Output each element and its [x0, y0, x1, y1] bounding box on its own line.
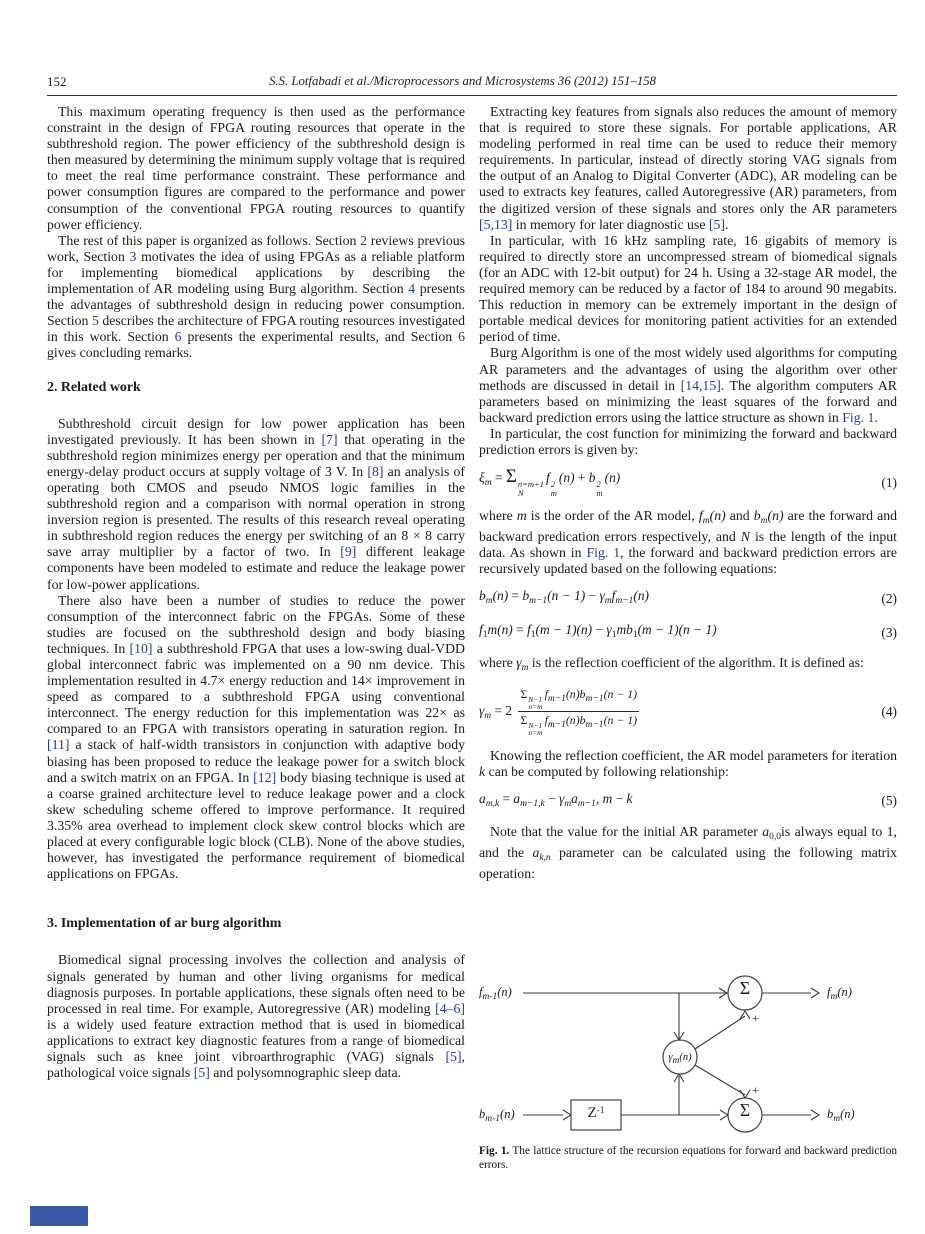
equation-body [479, 621, 873, 644]
text-run: m [484, 710, 492, 721]
text-run: b [479, 1107, 486, 1121]
equation-body [479, 790, 873, 813]
text-run: body biasing technique is used at a coarse grained architecture level to reduce leakage power and a clock skew scheduling scheme offered to improve performance. It required 3.35% area overhead to implement clock skew control blocks which are placed at every configurable logic block (CLB). None of the above studies, however, has investigated the performance requirement of biomedical applications on FPGAs. [47, 769, 465, 882]
text-run: presents the advantages of subthreshold design in reducing power consumption. Section [47, 281, 465, 329]
text-run: m [521, 663, 529, 674]
text-run: f [546, 470, 550, 486]
text-run: m(n) [487, 622, 513, 638]
text-run: 1 [482, 630, 488, 641]
text-run: − [592, 622, 607, 638]
figure-label-f-input [479, 985, 512, 1004]
text-run: (n − 1) [547, 588, 586, 604]
sum-node-top: Σ [739, 978, 751, 998]
text-run: γ [599, 588, 605, 604]
equation-5 [479, 790, 897, 813]
text-run: Extracting key features from signals also reduces the amount of memory that is required to store these signals. For portable applications, AR modeling performed in real time can be used to reduce their memory requirements. In particular, instead of directly storing VAG signals from the output of an Analog to Digital Converter (ADC), AR modeling can be used to extracts key features, called Autoregressive (AR) parameters, from the digitized version of these signals and stores only the AR parameters [479, 104, 897, 216]
text-run: m−1 [547, 693, 566, 704]
text-run: reviews previous work, Section [47, 232, 465, 264]
left-column [47, 104, 465, 1081]
text-run: Σ [520, 686, 528, 701]
equation-number: (2) [881, 590, 897, 606]
citation-link[interactable]: Fig. 1 [842, 409, 875, 425]
equation-body [479, 468, 873, 497]
text-run: Subthreshold circuit design for low power application has been investigated previously. It has been shown in [47, 415, 465, 447]
text-run: There also have been a number of studies to reduce the power consumption of the interconnect fabric on the FPGAs. Some of these studies are focused on the subthreshold design and body biasing techniques. In [47, 592, 465, 656]
text-run: f [479, 985, 483, 999]
section-heading-related-work: 2. Related work [47, 379, 141, 395]
text-run: m−1 [547, 719, 566, 730]
text-run: f [611, 588, 616, 604]
figure-caption [479, 1145, 897, 1172]
text-run: γ [668, 1052, 673, 1063]
text-run: a [762, 823, 770, 839]
figure-label-f-output [827, 985, 852, 1004]
paragraph [47, 952, 465, 1081]
text-run: − [585, 588, 600, 604]
paragraph [47, 593, 465, 883]
text-run: 1 [632, 630, 638, 641]
text-run: b [522, 588, 530, 604]
text-run: m−1 [615, 596, 634, 607]
text-run: motivates the idea of using FPGAs as a reliable platform for implementing biomedical applications by describing the implementation of AR modeling using Burg algorithm. Section [47, 248, 465, 297]
citation-link[interactable]: [8] [367, 463, 384, 479]
text-run: b [588, 470, 596, 486]
equation-number: (1) [881, 474, 897, 490]
text-run: = [512, 622, 528, 638]
text-run: m−1,k [520, 798, 545, 809]
citation-link[interactable]: [10] [129, 640, 153, 656]
text-run: m−1 [585, 719, 604, 730]
text-run: a stack of half-width transistors in conjunction with adaptive body biasing has been proposed to reduce the leakage power for a switch block and a switch matrix on an FPGA. In [47, 737, 465, 785]
paragraph [479, 104, 897, 233]
text-run: N [740, 529, 750, 545]
text-run: k [626, 790, 633, 806]
text-run: (m − 1)(n) [535, 622, 593, 638]
equation-number: (3) [881, 624, 897, 640]
text-run: a [513, 790, 521, 806]
text-run: b [827, 1107, 834, 1121]
equation-4 [479, 687, 897, 737]
text-run: m,k [485, 798, 500, 809]
citation-link[interactable]: [9] [340, 544, 357, 560]
text-run: -1 [596, 1106, 605, 1116]
text-run: − [544, 790, 559, 806]
fraction [518, 687, 639, 737]
citation-link[interactable]: [5] [193, 1065, 210, 1081]
text-run: (n) [837, 985, 852, 999]
sum-node-bottom: Σ [739, 1100, 751, 1120]
text-run: k,n [539, 852, 551, 863]
text-run: Fig. 1. [479, 1145, 510, 1157]
citation-link[interactable]: [5,13] [479, 216, 513, 232]
text-run: , the forward and backward prediction errors are recursively updated based on the following equations: [479, 545, 897, 577]
text-run: and [725, 508, 754, 524]
citation-link[interactable]: 3 [129, 248, 137, 264]
text-run: m [485, 596, 493, 607]
text-run: = [499, 790, 514, 806]
plus-sign-top: + [752, 1011, 759, 1025]
text-run: γ [606, 622, 612, 638]
text-run: gives concluding remarks. [47, 345, 193, 361]
script-stack: N−1 n=m [528, 694, 543, 712]
text-run: (n − 1) [603, 712, 638, 727]
text-run: Biomedical signal processing involves the collection and analysis of signals generated by human and other living organisms for medical diagnosis purposes. In portable applications, these signals often need to be processed in real time. For example, Autoregressive (AR) modeling [47, 952, 465, 1016]
header-rule [47, 95, 897, 96]
text-run: presents the experimental results, and Section [181, 329, 459, 345]
paragraph [47, 104, 465, 233]
text-run: − [612, 790, 627, 806]
text-run: (n) [500, 1107, 515, 1121]
text-run: The lattice structure of the recursion equations for forward and backward prediction errors. [479, 1145, 897, 1171]
text-run: m [484, 478, 492, 489]
text-run: Σ [505, 466, 517, 488]
text-run: , [595, 790, 603, 806]
paragraph [479, 233, 897, 346]
text-run: γ [479, 702, 485, 718]
text-run: γ [558, 790, 565, 806]
text-run: + [574, 470, 589, 486]
text-run: The rest of this paper is organized as follows. Section [58, 232, 361, 248]
text-run: m [830, 992, 838, 1002]
text-run: m [760, 516, 768, 527]
citation-link[interactable]: 4 [408, 281, 416, 297]
text-run: m [604, 596, 612, 607]
text-run: in memory for later diagnostic use [512, 216, 709, 232]
text-run: mb [616, 622, 633, 638]
text-run: 1 [530, 630, 536, 641]
delay-block-label [571, 1104, 621, 1120]
text-run: b [479, 588, 486, 604]
text-run: (n) [767, 508, 784, 524]
text-run: m−1 [585, 693, 604, 704]
text-run: are the forward and backward predication errors respectively, and [479, 508, 897, 545]
text-run: Σ [520, 712, 528, 727]
text-run: describes the architecture of FPGA routing resources investigated in this work. Section [47, 313, 465, 345]
figure-label-b-input [479, 1107, 515, 1126]
text-run: (n) [709, 508, 726, 524]
text-run: Z [587, 1105, 597, 1121]
text-run: a [532, 844, 540, 860]
text-run: (n) [492, 588, 509, 604]
text-run: m [702, 516, 710, 527]
text-run: m-1 [482, 992, 498, 1002]
text-run: m [672, 1056, 680, 1066]
paragraph [47, 416, 465, 593]
text-run: a subthreshold FPGA that uses a low-swing dual-VDD global interconnect fabric was implemented on a 90 nm device. This implementation resulted in 4.7× energy reduction and 14× improvement in speed as compared to a subthreshold FPGA using conventional interconnect. The energy reduction for this implementation was 22× as compared to an FPGA with transistors operating in saturation region. In [47, 640, 465, 737]
text-run: . The algorithm computers AR parameters based on minimizing the least squares of the forward and backward prediction errors using the lattice structure as shown in [479, 377, 897, 425]
paragraph [47, 233, 465, 362]
text-run: ξ [479, 470, 485, 486]
text-run: 0,0 [769, 831, 782, 842]
script-stack: n=m+1 N [517, 479, 545, 498]
text-run: γ [516, 655, 522, 671]
text-run: (n) [679, 1052, 692, 1063]
figure-1 [479, 973, 897, 1172]
text-run: (n)b [565, 712, 586, 727]
citation-link[interactable]: [5] [445, 1048, 462, 1064]
text-run: can be computed by following relationship: [485, 763, 729, 779]
text-run: and polysomnographic sleep data. [209, 1065, 402, 1081]
text-run: m−1 [577, 798, 596, 809]
text-run: where [479, 508, 517, 524]
citation-link[interactable]: [14,15] [680, 377, 721, 393]
lattice-diagram [479, 973, 897, 1133]
figure-label-b-output [827, 1107, 855, 1126]
text-run: f [827, 985, 831, 999]
text-run: In particular, with 16 kHz sampling rate, 16 gigabits of memory is required to directly store an uncompressed stream of biomedical signals (for an ADC with 12-bit output) for 24 h. Using a 32-stage AR model, the required memory can be reduced by a factor of 184 to around 90 megabits. This reduction in memory can be extremely important in the design of portable medical devices for monitoring patient activities for an extended period of time. [479, 232, 897, 345]
section-heading-implementation: 3. Implementation of ar burg algorithm [47, 916, 282, 932]
text-run: an analysis of operating both CMOS and pseudo NMOS logic families in the subthreshold region and a comparison with normal operation in strong inversion region is presented. The results of this research reveal operating in subthreshold region reduces the energy per switching of an 8 × 8 carry save array multiplier by a factor of two. In [47, 463, 465, 560]
text-run: (n − 1) [603, 686, 638, 701]
equation-body [479, 587, 873, 610]
text-run: (n) [633, 588, 650, 604]
text-run: = [508, 588, 523, 604]
text-run: m [602, 790, 613, 806]
citation-link[interactable]: [12] [253, 769, 277, 785]
text-run: (m − 1)(n − 1) [637, 622, 717, 638]
text-run: f [527, 622, 531, 638]
text-run: f [698, 508, 703, 524]
text-run: (n) [558, 470, 575, 486]
text-run: is the length of the input data. As shown in [479, 529, 898, 561]
citation-link[interactable]: 6 [458, 329, 465, 345]
text-run: (n) [604, 470, 621, 486]
paragraph [479, 748, 897, 780]
citation-link[interactable]: [11] [47, 737, 70, 753]
text-run: k [479, 763, 486, 779]
page-accent-bar [30, 1206, 88, 1226]
equation-1 [479, 468, 897, 497]
text-run: = [491, 470, 506, 486]
paragraph [479, 508, 897, 577]
text-run: . [725, 216, 729, 232]
paragraph [479, 824, 897, 882]
running-head: S.S. Lotfabadi et al./Microprocessors and Microsystems 36 (2012) 151–158 [268, 74, 657, 88]
text-run: Burg Algorithm is one of the most widely used algorithms for computing AR parameters and the advantages of using the algorithm over other methods are discussed in detail in [479, 345, 897, 393]
text-run: = 2 [491, 702, 516, 718]
text-run: f [544, 712, 548, 727]
citation-link[interactable]: [4–6] [435, 1000, 465, 1016]
text-run: m [516, 508, 527, 524]
citation-link[interactable]: 5 [91, 313, 99, 329]
script-stack: 2 m [596, 479, 603, 498]
text-run: , pathological voice signals [47, 1048, 465, 1081]
citation-link[interactable]: 2 [360, 232, 368, 248]
citation-link[interactable]: 6 [174, 329, 182, 345]
right-column [479, 104, 897, 882]
script-stack: 2 m [550, 479, 557, 498]
text-run: f [479, 622, 483, 638]
text-run: This maximum operating frequency is then used as the performance constraint in the design of FPGA routing resources that operate in the subthreshold region. The power efficiency of the subthreshold design is then measured by determining the minimum supply voltage that is required to meet the real time performance constraint. These performance and power consumption figures are compared to the performance and power consumption of the conventional FPGA routing resources to quantify power efficiency. [47, 104, 465, 232]
text-run: m-1 [485, 1114, 501, 1124]
script-stack: N−1 n=m [528, 720, 543, 738]
page-number: 152 [47, 74, 67, 89]
paragraph [479, 345, 897, 425]
text-run: a [479, 790, 486, 806]
citation-link[interactable]: [7] [321, 431, 338, 447]
text-run: is a widely used feature extraction method that is used in biomedical applications to extract key diagnostic features from a range of biomedical signals such as knee joint vibroarthrographic (VAG) signals [47, 1016, 465, 1064]
text-run: Note that the value for the initial AR parameter [490, 823, 763, 839]
paragraph [479, 426, 897, 458]
equation-body [479, 687, 873, 737]
text-run: a [571, 790, 578, 806]
text-run: is the order of the AR model, [526, 508, 699, 524]
citation-link[interactable]: [5] [708, 216, 725, 232]
text-run: . [874, 409, 878, 425]
paragraph [479, 655, 897, 676]
text-run: that operating in the subthreshold region minimizes energy per operation and that the minimum energy-delay product occurs at supply voltage of 3 V. In [47, 431, 465, 479]
text-run: b [753, 508, 761, 524]
text-run: is the reflection coefficient of the algorithm. It is defined as: [528, 655, 864, 671]
text-run: parameter can be calculated using the following matrix operation: [479, 844, 897, 881]
equation-number: (5) [881, 793, 897, 809]
text-run: m−1 [529, 596, 548, 607]
equation-2 [479, 587, 897, 610]
text-run: is always equal to 1, and the [479, 823, 897, 860]
text-run: 1 [611, 630, 617, 641]
text-run: (n) [840, 1107, 855, 1121]
citation-link[interactable]: Fig. 1 [586, 545, 621, 561]
text-run: f [544, 686, 548, 701]
equation-3 [479, 621, 897, 644]
text-run: (n)b [565, 686, 586, 701]
text-run: In particular, the cost function for minimizing the forward and backward prediction errors is given by: [479, 425, 897, 457]
plus-sign-bottom: + [752, 1083, 759, 1097]
equation-number: (4) [881, 703, 897, 719]
gamma-node-label [662, 1051, 698, 1068]
text-run: Knowing the reflection coefficient, the AR model parameters for iteration [490, 747, 897, 763]
text-run: where [479, 655, 517, 671]
text-run: m [833, 1114, 841, 1124]
text-run: m [564, 798, 572, 809]
text-run: (n) [497, 985, 512, 999]
text-run: different leakage components have been modeled to estimate and reduce the leakage power for low-power applications. [47, 544, 465, 592]
